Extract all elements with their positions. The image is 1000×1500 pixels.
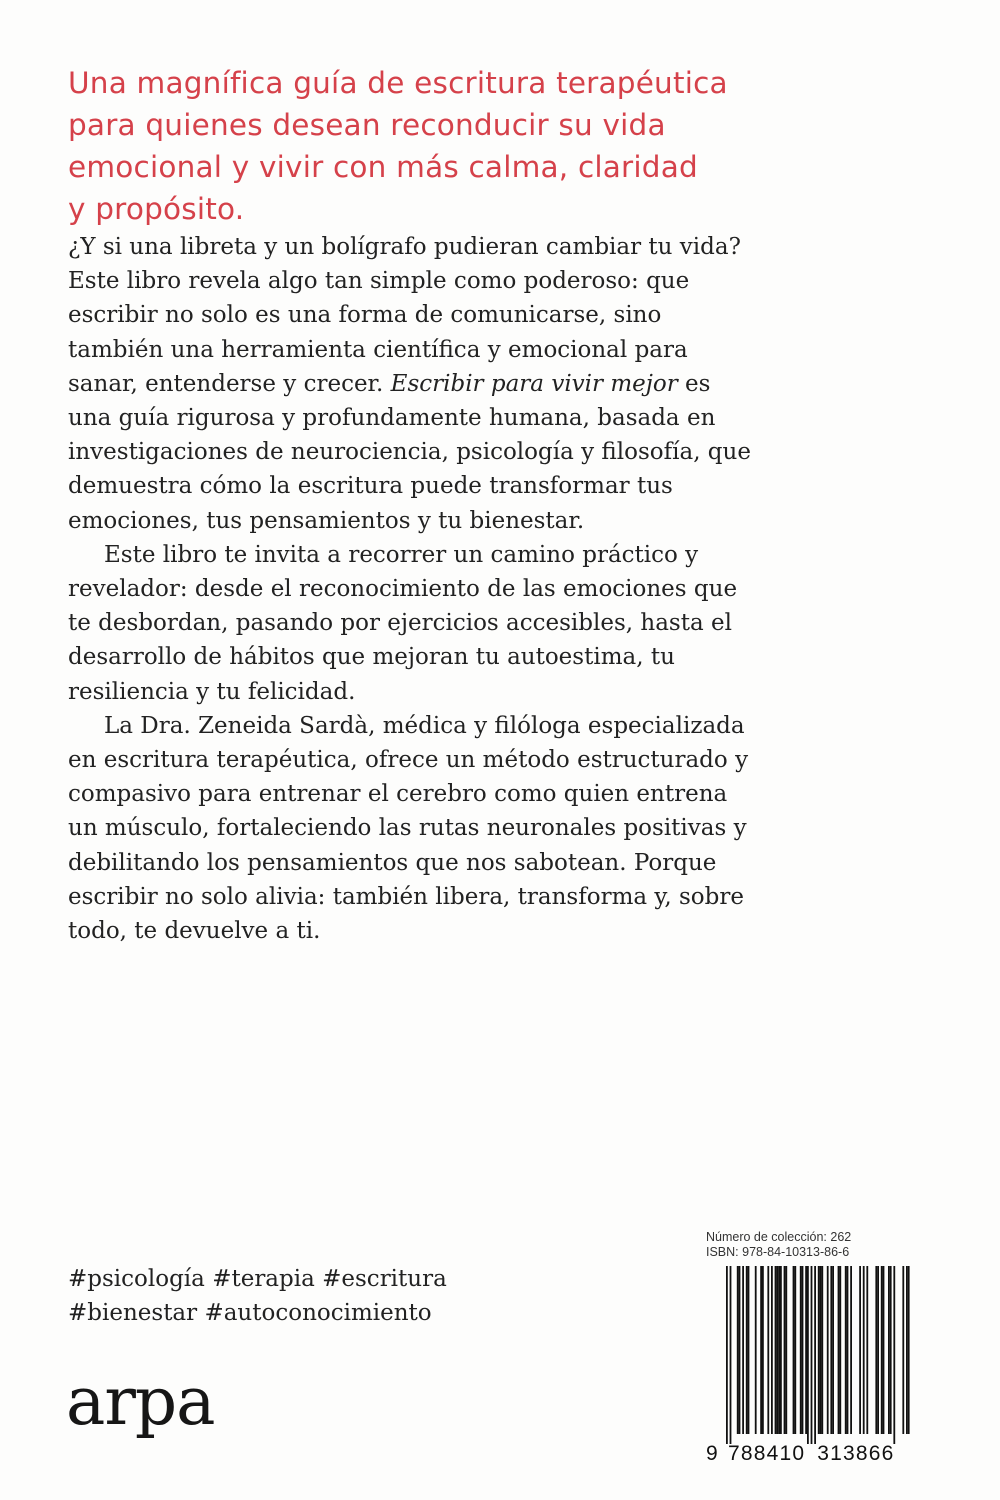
blurb-p1-intro: ¿Y si una libreta y un bolígrafo pudieran cambiar tu vida? Este libro revela algo tan simple como poderoso: que escribir no solo es una forma de comunicarse, sino también una herramienta científica y emocional para sanar, entenderse y crecer. bbox=[68, 234, 741, 397]
barcode-bar bbox=[730, 1266, 732, 1444]
hashtags bbox=[68, 1262, 628, 1330]
barcode-bar bbox=[811, 1266, 813, 1444]
barcode-bar bbox=[762, 1266, 764, 1434]
barcode-bar bbox=[800, 1266, 802, 1434]
barcode-bar bbox=[893, 1266, 895, 1444]
hashtags-line-1: #psicología #terapia #escritura bbox=[68, 1266, 447, 1292]
barcode-bar bbox=[726, 1266, 728, 1444]
barcode-bar bbox=[771, 1266, 773, 1434]
barcode-bar bbox=[746, 1266, 748, 1434]
barcode-bar bbox=[784, 1266, 786, 1434]
tagline-line-3: emocional y vivir con más calma, claridad bbox=[68, 150, 698, 184]
barcode-bar bbox=[890, 1266, 892, 1434]
barcode-bar bbox=[814, 1266, 816, 1444]
hashtags-line-2: #bienestar #autoconocimiento bbox=[68, 1300, 432, 1326]
barcode-bar bbox=[821, 1266, 823, 1434]
barcode-bar bbox=[877, 1266, 879, 1434]
blurb bbox=[68, 230, 758, 948]
barcode-bar bbox=[805, 1266, 807, 1434]
barcode-digits-right: 313866 bbox=[817, 1442, 895, 1465]
barcode-bar bbox=[778, 1266, 780, 1434]
blurb-paragraph-2: Este libro te invita a recorrer un camino práctico y revelador: desde el reconocimiento de las emociones que te desbordan, pasando por ejercicios accesibles, hasta el desarrollo de hábitos que mejoran tu autoestima, tu resiliencia y tu felicidad. bbox=[68, 541, 738, 705]
barcode-bar bbox=[827, 1266, 829, 1434]
barcode-bar bbox=[850, 1266, 852, 1434]
barcode-bar bbox=[881, 1266, 883, 1434]
barcode-bar bbox=[863, 1266, 865, 1434]
barcode-bar bbox=[847, 1266, 849, 1434]
barcode-bar bbox=[775, 1266, 777, 1434]
barcode-bar bbox=[767, 1266, 769, 1434]
barcode-bar bbox=[883, 1266, 885, 1434]
barcode-bar bbox=[755, 1266, 757, 1434]
isbn-label: ISBN: 978-84-10313-86-6 bbox=[706, 1245, 850, 1259]
barcode-bar bbox=[802, 1266, 804, 1434]
barcode-bar bbox=[866, 1266, 868, 1434]
barcode-bar bbox=[780, 1266, 782, 1434]
tagline-line-2: para quienes desean reconducir su vida bbox=[68, 108, 666, 142]
tagline-line-4: y propósito. bbox=[68, 192, 245, 226]
barcode-digits-left: 788410 bbox=[728, 1442, 806, 1465]
barcode-bar bbox=[875, 1266, 877, 1434]
barcode-bar bbox=[906, 1266, 908, 1434]
collection-number: Número de colección: 262 bbox=[706, 1230, 852, 1244]
tagline-line-1: Una magnífica guía de escritura terapéutica bbox=[68, 66, 728, 100]
barcode-bar bbox=[807, 1266, 809, 1444]
barcode-bar bbox=[737, 1266, 739, 1434]
tagline bbox=[68, 62, 828, 230]
barcode-bar bbox=[739, 1266, 741, 1434]
blurb-p1-rest: es una guía rigurosa y profundamente humana, basada en investigaciones de neurociencia, psicología y filosofía, que demuestra cómo la escritura puede transformar tus emociones, tus pensamientos y tu bienestar. bbox=[68, 370, 751, 534]
barcode-bar bbox=[859, 1266, 861, 1434]
barcode-bar bbox=[845, 1266, 847, 1434]
barcode-block bbox=[706, 1230, 911, 1470]
barcode-bar bbox=[888, 1266, 890, 1434]
barcode-bar bbox=[820, 1266, 822, 1434]
barcode-icon bbox=[706, 1266, 911, 1444]
blurb-paragraph-1 bbox=[68, 230, 758, 538]
barcode-bar bbox=[832, 1266, 834, 1434]
barcode-bar bbox=[838, 1266, 840, 1434]
barcode-bar bbox=[748, 1266, 750, 1434]
barcode-digits bbox=[706, 1442, 911, 1466]
barcode-bar bbox=[760, 1266, 762, 1434]
barcode-bar bbox=[776, 1266, 778, 1434]
barcode-digit-lead: 9 bbox=[706, 1442, 719, 1465]
publisher-logo: arpa bbox=[66, 1363, 215, 1440]
barcode-bar bbox=[742, 1266, 744, 1434]
barcode-bar bbox=[830, 1266, 832, 1434]
barcode-bar bbox=[902, 1266, 904, 1434]
barcode-bar bbox=[818, 1266, 820, 1434]
book-title-italic: Escribir para vivir mejor bbox=[390, 370, 678, 397]
barcode-bar bbox=[785, 1266, 787, 1434]
blurb-paragraph-3: La Dra. Zeneida Sardà, médica y filóloga especializada en escritura terapéutica, ofrece un método estructurado y compasivo para entrenar el cerebro como quien entrena un músculo, fortaleciendo las rutas neuronales positivas y debilitando los pensamientos que nos sabotean. Porque escribir no solo alivia: también libera, transforma y, sobre todo, te devuelve a ti. bbox=[68, 712, 749, 945]
barcode-bar bbox=[794, 1266, 796, 1434]
barcode-bar bbox=[839, 1266, 841, 1434]
barcode-bar bbox=[793, 1266, 795, 1434]
barcode-bar bbox=[908, 1266, 910, 1434]
